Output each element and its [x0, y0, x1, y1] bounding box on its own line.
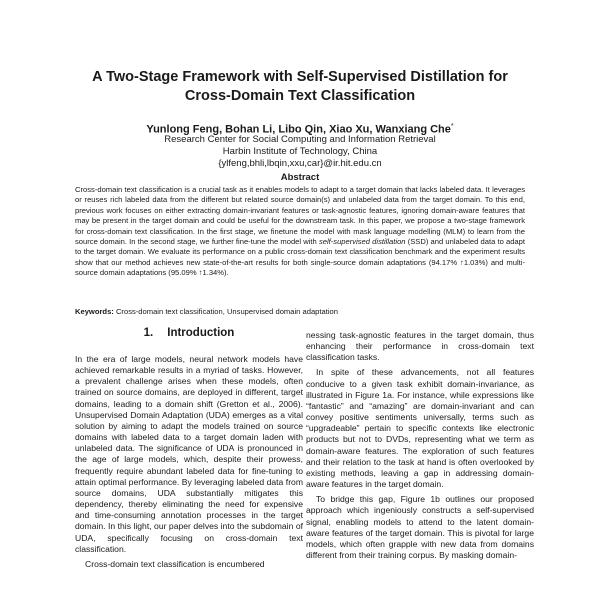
- section-heading-introduction: [75, 326, 303, 340]
- paper-title-line-2: Cross-Domain Text Classification: [184, 88, 416, 104]
- section-number: 1.: [143, 327, 154, 339]
- intro-paragraph-3: In spite of these advancements, not all features conducive to a given task exhibit domain-invariance, as illustrated in Figure 1a. For instance, while expressions like “fantastic” and “amazing” are domain-invariant and can convey positive sentiments universally, terms such as “upgradeable” pertain to specific contexts like electronic products but not to DVDs, representing what we term as domain-aware features. The exploration of such features and their relation to the task at hand is often overlooked by existing methods, leaving a gap in addressing domain-aware features in the target domain.: [306, 367, 534, 490]
- author-names: Yunlong Feng, Bohan Li, Libo Qin, Xiao Xu, Wanxiang Che: [146, 123, 451, 136]
- affiliation-institute: Harbin Institute of Technology, China: [222, 146, 378, 157]
- corresponding-author-mark: *: [450, 123, 454, 130]
- author-emails: {ylfeng,bhli,lbqin,xxu,car}@ir.hit.edu.cn: [218, 158, 382, 169]
- affiliation-block: [40, 134, 560, 170]
- left-column: [75, 322, 303, 574]
- abstract-text-part-2: (SSD) and unlabeled data to adapt to the target domain. We evaluate its performance on a public cross-domain text classification benchmark and the experiment results show that our method achieves new state-of-the-art results for both single-source domain adaptations (94.17% ↑1.03%) and multi-source domain adaptations (95.09% ↑1.34%).: [75, 237, 525, 278]
- right-column: [306, 330, 534, 565]
- intro-paragraph-1: In the era of large models, neural network models have achieved remarkable results in a myriad of tasks. However, a prevalent challenge arises when these models, often trained on source domains, are deployed in different, target domains, leading to a domain shift (Gretton et al., 2006). Unsupervised Domain Adaptation (UDA) emerges as a vital solution by aiming to adapt the models trained on source domains with labeled data to a target domain laden with unlabeled data. The significance of UDA is pronounced in the age of large models, which, despite their prowess, frequently require abundant labeled data for fine-tuning to attain optimal performance. By leveraging labeled data from source domains, UDA substantially mitigates this dependency, thereby eliminating the need for expensive and time-consuming annotation processes in the target domain. In this light, our paper delves into the subdomain of UDA, specifically focusing on cross-domain text classification.: [75, 354, 303, 554]
- intro-paragraph-4: To bridge this gap, Figure 1b outlines our proposed approach which ingeniously constructs a self-supervised signal, enabling models to attend to the latent domain-aware features of the target domain. This is pivotal for large models, which often grapple with new data from domains different from their training corpus. By masking domain-: [306, 494, 534, 560]
- section-title: Introduction: [167, 327, 235, 339]
- intro-paragraph-2: Cross-domain text classification is encumbered: [85, 558, 265, 569]
- paper-title-line-1: A Two-Stage Framework with Self-Supervised Distillation for: [92, 69, 508, 85]
- keywords-label: Keywords:: [75, 307, 114, 316]
- paper-title: [40, 68, 560, 106]
- abstract-text-part-1: Cross-domain text classification is a crucial task as it enables models to adapt to a target domain that lacks labeled data. It leverages or reuses rich labeled data from the different but related source domain(s) and unlabeled data from the target domain. To this end, previous work focuses on either extracting domain-invariant features or task-agnostic features, ignoring domain-aware features that may be present in the target domain and could be useful for the downstream task. In this paper, we propose a two-stage framework for cross-domain text classification. In the first stage, we finetune the model with mask language modelling (MLM) to learn from the source domain. In the second stage, we further fine-tune the model with: [75, 185, 525, 247]
- intro-paragraph-continued: nessing task-agnostic features in the target domain, thus enhancing their performance in cross-domain text classification tasks.: [306, 330, 534, 363]
- affiliation-center: Research Center for Social Computing and Information Retrieval: [164, 134, 436, 145]
- abstract-body: [75, 185, 525, 279]
- abstract-italic-term: self-supervised distillation: [318, 237, 406, 247]
- abstract-heading: Abstract: [280, 172, 320, 183]
- keywords-line: [75, 307, 525, 317]
- keywords-text: Cross-domain text classification, Unsupervised domain adaptation: [115, 307, 338, 316]
